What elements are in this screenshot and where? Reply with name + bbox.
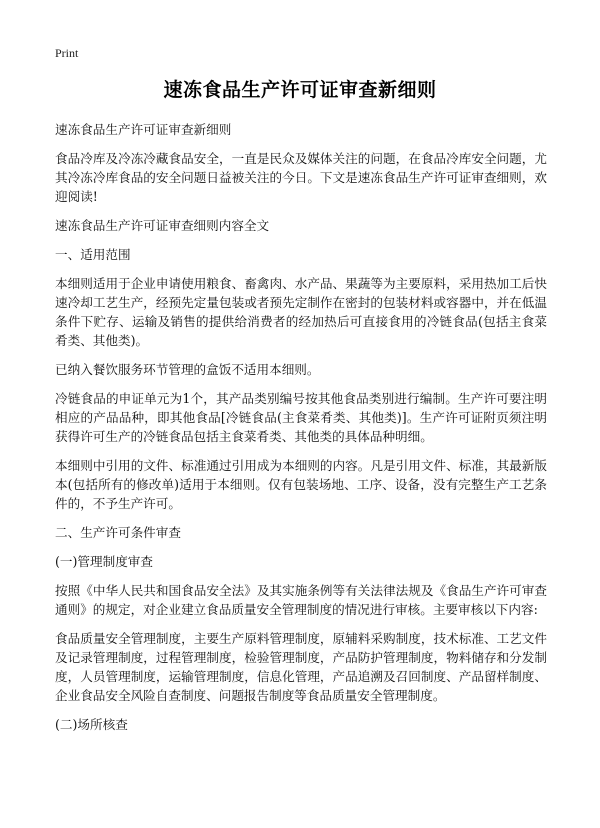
scope-paragraph: 本细则适用于企业申请使用粮食、畜禽肉、水产品、果蔬等为主要原料，采用热加工后快速冷却工艺生产，经预先定量包装或者预先定制作在密封的包装材料或容器中，并在低温条件下贮存、运输及销售的提供给消费者的经加热后可直接食用的冷链食品(包括主食菜肴类、其他类)。 xyxy=(55,276,547,348)
section-heading-conditions: 二、生产许可条件审查 xyxy=(55,525,181,540)
section-heading-scope: 一、适用范围 xyxy=(55,247,131,262)
subtitle-paragraph: 速冻食品生产许可证审查新细则 xyxy=(55,122,232,137)
unit-paragraph: 冷链食品的申证单元为1个，其产品类别编号按其他食品类别进行编制。生产许可要注明相应的产品品种，即其他食品[冷链食品(主食菜肴类、其他类)]。生产许可证附页须注明获得许可生产的冷链食品包括主食菜肴类、其他类的具体品种明细。 xyxy=(55,391,547,444)
exclusion-paragraph: 已纳入餐饮服务环节管理的盒饭不适用本细则。 xyxy=(55,362,320,377)
document-title: 速冻食品生产许可证审查新细则 xyxy=(163,79,437,101)
system-list-paragraph: 食品质量安全管理制度，主要生产原料管理制度，原辅料采购制度，技术标准、工艺文件及记录管理制度，过程管理制度，检验管理制度，产品防护管理制度，物料储存和分发制度，人员管理制度，运输管理制度，信息化管理，产品追溯及召回制度、产品留样制度、企业食品安全风险自查制度、问题报告制度等食品质量安全管理制度。 xyxy=(55,631,547,703)
intro-paragraph: 食品冷库及冷冻冷藏食品安全，一直是民众及媒体关注的问题，在食品冷库安全问题，尤其冷冻冷库食品的安全问题日益被关注的今日。下文是速冻食品生产许可证审查细则，欢迎阅读! xyxy=(55,151,547,204)
subsection-heading-site: (二)场所核查 xyxy=(55,717,128,732)
document-body xyxy=(55,120,547,744)
management-paragraph: 按照《中华人民共和国食品安全法》及其实施条例等有关法律法规及《食品生产许可审查通则》的规定，对企业建立食品质量安全管理制度的情况进行审核。主要审核以下内容: xyxy=(55,583,547,617)
reference-paragraph: 本细则中引用的文件、标准通过引用成为本细则的内容。凡是引用文件、标准，其最新版本(包括所有的修改单)适用于本细则。仅有包装场地、工序、设备，没有完整生产工艺条件的，不予生产许可。 xyxy=(55,458,547,511)
print-label: Print xyxy=(55,46,79,60)
section-intro-heading: 速冻食品生产许可证审查细则内容全文 xyxy=(55,218,270,233)
subsection-heading-management: (一)管理制度审查 xyxy=(55,554,153,569)
